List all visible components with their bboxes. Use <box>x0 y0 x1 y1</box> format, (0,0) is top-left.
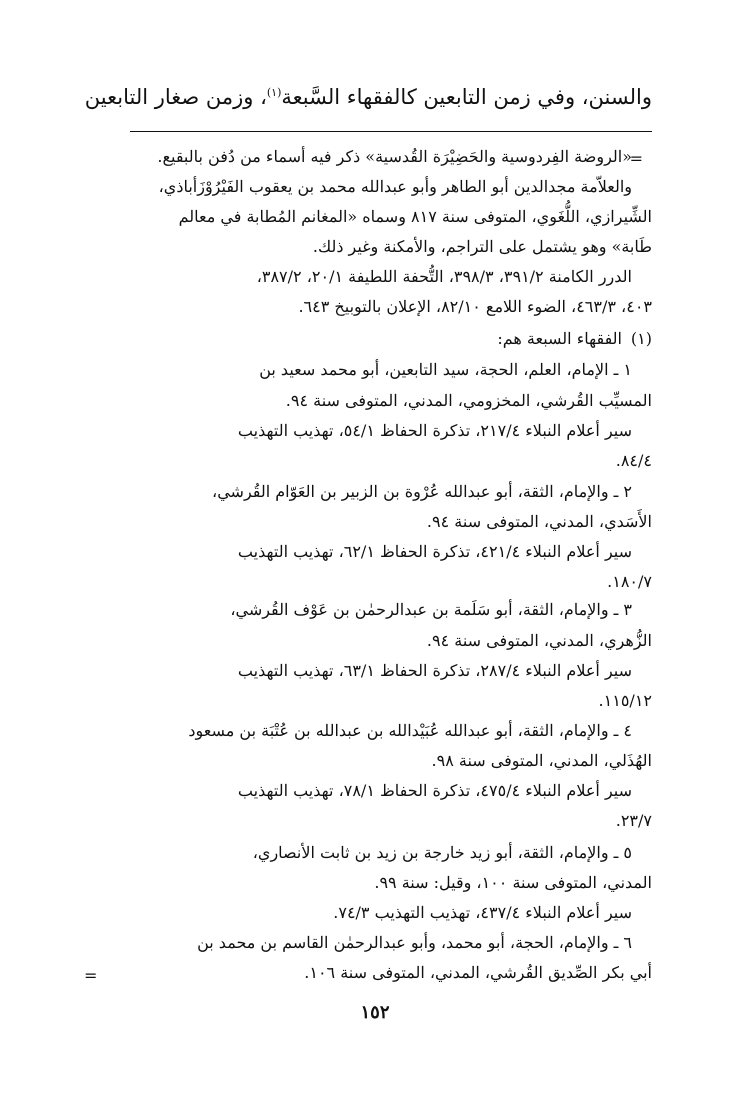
footnote-line: ٤٠٣، ٤٦٣/٣، الضوء اللامع ٨٢/١٠، الإعلان بالتوبيخ ٦٤٣. <box>298 297 652 316</box>
footnote-line: المسيِّب القُرشي، المخزومي، المدني، المتوفى سنة ٩٤. <box>285 391 652 410</box>
footnote-line: سير أعلام النبلاء ٤٧٥/٤، تذكرة الحفاظ ٧٨/١، تهذيب التهذيب <box>237 781 632 800</box>
footnote-line: ٦ ـ والإمام، الحجة، أبو محمد، وأبو عبدالرحمٰن القاسم بن محمد بن <box>197 933 632 952</box>
continued-marker: = <box>629 149 643 168</box>
footnote-line: ١٨٠/٧. <box>607 572 652 591</box>
footnote-line: ٤ ـ والإمام، الثقة، أبو عبدالله عُبَيْدالله بن عبدالله بن عُتْبَة بن مسعود <box>188 721 632 740</box>
footnote-reference: (١) <box>266 86 282 99</box>
footnote-number: (١) <box>630 329 652 348</box>
footnote-line: سير أعلام النبلاء ٤٣٧/٤، تهذيب التهذيب ٧٤/٣. <box>333 903 632 922</box>
main-text-part: والسنن، وفي زمن التابعين كالفقهاء السَّبعة <box>281 85 652 109</box>
footnote-line: ٨٤/٤. <box>615 451 652 470</box>
footnote-line: الهُذَلي، المدني، المتوفى سنة ٩٨. <box>431 751 652 770</box>
footnote-line: ٥ ـ والإمام، الثقة، أبو زيد خارجة بن زيد بن ثابت الأنصاري، <box>252 843 632 862</box>
footnote-line: ١ ـ الإمام، العلم، الحجة، سيد التابعين، أبو محمد سعيد بن <box>259 360 632 379</box>
footnote-line: الزُّهري، المدني، المتوفى سنة ٩٤. <box>426 631 652 650</box>
footnote-line: طَابة» وهو يشتمل على التراجم، والأمكنة وغير ذلك. <box>312 237 652 256</box>
main-text-line <box>84 85 652 109</box>
footnote-line: ٣ ـ والإمام، الثقة، أبو سَلَمة بن عبدالرحمٰن بن عَوْف القُرشي، <box>230 600 632 619</box>
footnote-line: المدني، المتوفى سنة ١٠٠، وقيل: سنة ٩٩. <box>374 873 652 892</box>
footnote-line: والعلاّمة مجدالدين أبو الطاهر وأبو عبدالله محمد بن يعقوب الفَيْرُوْزَأباذي، <box>158 177 632 196</box>
footnote-line: أبي بكر الصِّديق القُرشي، المدني، المتوفى سنة ١٠٦. <box>304 963 652 982</box>
footnote-line: ٢ ـ والإمام، الثقة، أبو عبدالله عُرْوة بن الزبير بن العَوّام القُرشي، <box>212 482 632 501</box>
page-number: ١٥٢ <box>360 1002 390 1023</box>
footnote-line: الشِّيرازي، اللُّغَوي، المتوفى سنة ٨١٧ وسماه «المغانم المُطابة في معالم <box>178 207 652 226</box>
footnote-line: الأَسَدي، المدني، المتوفى سنة ٩٤. <box>426 512 652 531</box>
footnote-line: ١١٥/١٢. <box>598 691 652 710</box>
footnote-intro: الفقهاء السبعة هم: <box>497 329 622 348</box>
footnote-line: سير أعلام النبلاء ٢١٧/٤، تذكرة الحفاظ ٥٤/١، تهذيب التهذيب <box>237 421 632 440</box>
footnote-line: ٢٣/٧. <box>615 811 652 830</box>
continues-marker: = <box>84 966 98 985</box>
footnote-line: سير أعلام النبلاء ٢٨٧/٤، تذكرة الحفاظ ٦٣/١، تهذيب التهذيب <box>237 661 632 680</box>
main-text-part: ، وزمن صغار التابعين <box>84 85 267 109</box>
footnote-separator <box>130 131 652 132</box>
footnote-line: «الروضة الفِردوسية والحَضِيْرَة القُدسية» ذكر فيه أسماء من دُفن بالبقيع. <box>157 147 632 166</box>
footnote-line: سير أعلام النبلاء ٤٢١/٤، تذكرة الحفاظ ٦٢/١، تهذيب التهذيب <box>237 542 632 561</box>
footnote-line: الدرر الكامنة ٣٩١/٢، ٣٩٨/٣، التُّحفة اللطيفة ٢٠/١، ٣٨٧/٢، <box>256 267 632 286</box>
